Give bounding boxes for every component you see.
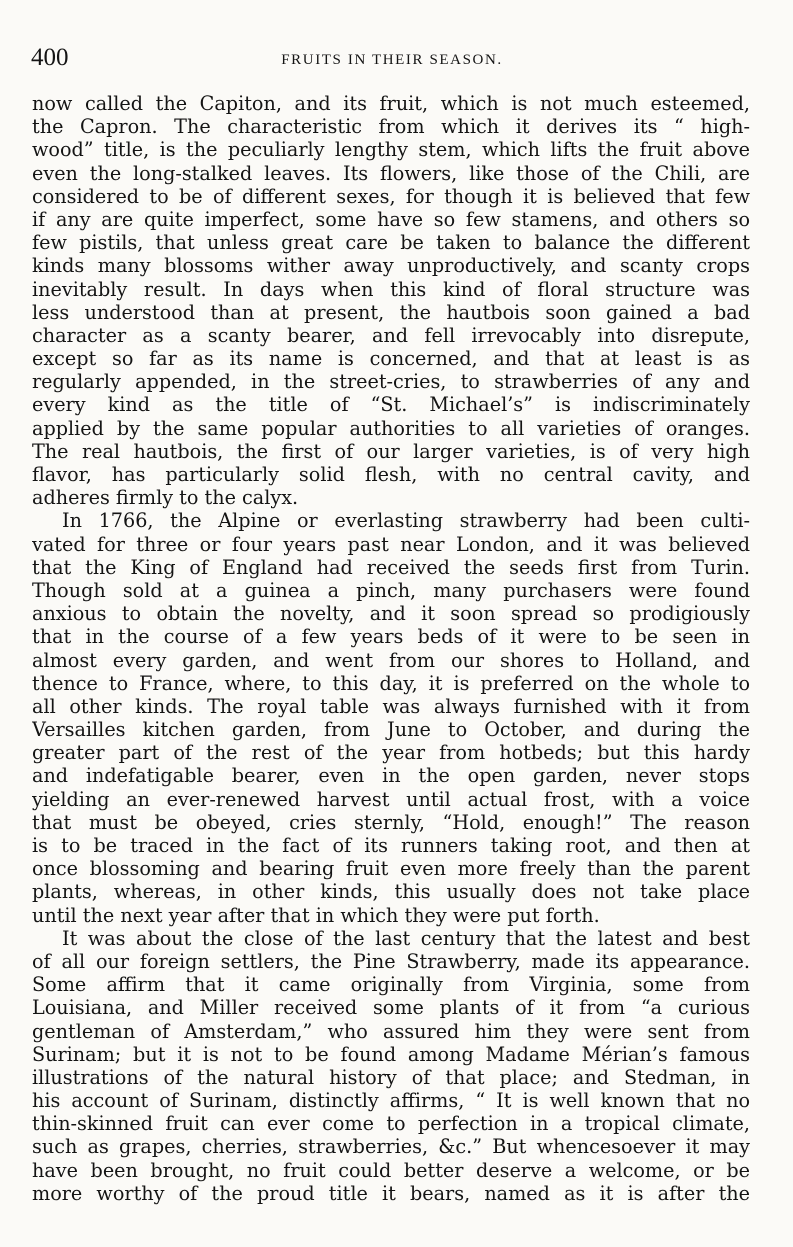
text-line: vated for three or four years past near London, and it was believed — [32, 532, 750, 556]
text-line: greater part of the rest of the year from hotbeds; but this hardy — [32, 741, 750, 765]
text-line: flavor, has particularly solid flesh, with no central cavity, and — [32, 463, 750, 486]
text-line: thin-skinned fruit can ever come to perfection in a tropical climate, — [32, 1112, 750, 1136]
body-text — [32, 92, 750, 1205]
paragraph-start-line: In 1766, the Alpine or everlasting strawberry had been culti- — [62, 509, 750, 533]
text-line: all other kinds. The royal table was always furnished with it from — [32, 694, 750, 718]
text-line: more worthy of the proud title it bears, named as it is after the — [32, 1181, 750, 1205]
text-line: Though sold at a guinea a pinch, many purchasers were found — [32, 578, 750, 602]
text-line: is to be traced in the fact of its runners taking root, and then at — [32, 834, 750, 857]
running-title: FRUITS IN THEIR SEASON. — [281, 52, 503, 68]
text-line: plants, whereas, in other kinds, this usually does not take place — [32, 880, 750, 904]
text-line: once blossoming and bearing fruit even more freely than the parent — [32, 857, 750, 881]
text-line: Surinam; but it is not to be found among Madame Mérian’s famous — [32, 1042, 750, 1066]
paragraph-start-line: It was about the close of the last century that the latest and best — [62, 926, 750, 950]
text-line: the Capron. The characteristic from which it derives its “ high- — [32, 115, 750, 139]
text-line: that in the course of a few years beds of it were to be seen in — [32, 625, 750, 649]
text-line: that must be obeyed, cries sternly, “Hold, enough!” The reason — [32, 810, 750, 834]
text-line: applied by the same popular authorities to all varieties of oranges. — [32, 416, 750, 440]
text-line: his account of Surinam, distinctly affirms, “ It is well known that no — [32, 1089, 750, 1113]
page-header — [31, 44, 753, 78]
text-line: character as a scanty bearer, and fell irrevocably into disrepute, — [32, 323, 750, 347]
text-line: illustrations of the natural history of that place; and Stedman, in — [32, 1065, 750, 1089]
text-line: gentleman of Amsterdam,” who assured him they were sent from — [32, 1019, 750, 1043]
text-line: of all our foreign settlers, the Pine Strawberry, made its appearance. — [32, 949, 750, 973]
text-line: anxious to obtain the novelty, and it soon spread so prodigiously — [32, 602, 750, 626]
paragraph-end-line: adheres firmly to the calyx. — [32, 486, 299, 510]
text-line: inevitably result. In days when this kind of floral structure was — [32, 277, 750, 301]
text-line: such as grapes, cherries, strawberries, &c.” But whencesoever it may — [32, 1135, 750, 1159]
text-line: less understood than at present, the hautbois soon gained a bad — [32, 300, 750, 324]
text-line: that the King of England had received the seeds first from Turin. — [32, 555, 750, 579]
text-line: kinds many blossoms wither away unproductively, and scanty crops — [32, 254, 750, 278]
paragraph-end-line: until the next year after that in which they were put forth. — [32, 903, 600, 927]
text-line: and indefatigable bearer, even in the open garden, never stops — [32, 764, 750, 788]
text-line: thence to France, where, to this day, it is preferred on the whole to — [32, 671, 750, 695]
text-line: few pistils, that unless great care be taken to balance the different — [32, 231, 750, 255]
text-line: Some affirm that it came originally from Virginia, some from — [32, 973, 750, 997]
text-line: Versailles kitchen garden, from June to October, and during the — [32, 718, 750, 742]
text-line: regularly appended, in the street-cries, to strawberries of any and — [32, 370, 750, 394]
text-line: even the long-stalked leaves. Its flowers, like those of the Chili, are — [32, 161, 750, 185]
text-line: if any are quite imperfect, some have so few stamens, and others so — [32, 207, 750, 231]
text-line: yielding an ever-renewed harvest until actual frost, with a voice — [32, 787, 750, 811]
page-number: 400 — [31, 44, 69, 71]
text-line: considered to be of different sexes, for though it is believed that few — [32, 184, 750, 208]
text-line: now called the Capiton, and its fruit, which is not much esteemed, — [32, 92, 750, 115]
text-line: wood” title, is the peculiarly lengthy stem, which lifts the fruit above — [32, 138, 750, 162]
text-line: Louisiana, and Miller received some plants of it from “a curious — [32, 996, 750, 1020]
text-line: every kind as the title of “St. Michael’s” is indiscriminately — [32, 393, 750, 417]
text-line: except so far as its name is concerned, and that at least is as — [32, 347, 750, 371]
text-line: have been brought, no fruit could better deserve a welcome, or be — [32, 1158, 750, 1182]
text-line: almost every garden, and went from our shores to Holland, and — [32, 648, 750, 672]
text-line: The real hautbois, the first of our larger varieties, is of very high — [32, 439, 750, 463]
